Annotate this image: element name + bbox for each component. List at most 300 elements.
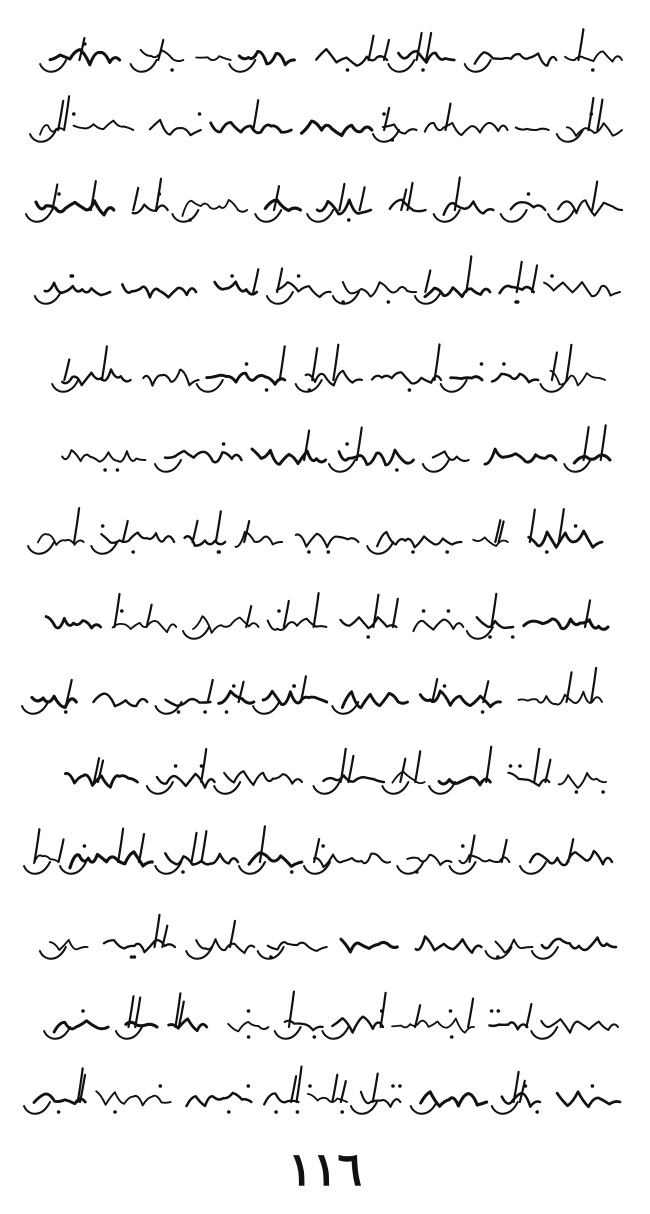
ink-stroke: [501, 210, 527, 222]
ink-stroke: [96, 1091, 170, 1105]
ink-dot: [601, 790, 605, 794]
ink-stroke: [373, 130, 399, 142]
ink-stroke: [466, 256, 471, 292]
ink-stroke: [524, 619, 608, 629]
ink-dot: [449, 1009, 453, 1013]
ink-dot: [217, 550, 221, 554]
manuscript-line: [44, 992, 618, 1039]
ink-stroke: [397, 862, 423, 874]
ink-stroke: [277, 282, 331, 297]
ink-dot: [170, 68, 174, 72]
ink-dot: [445, 550, 449, 554]
ink-stroke: [341, 1081, 346, 1102]
ink-stroke: [166, 699, 211, 706]
ink-stroke: [392, 1019, 474, 1033]
ink-dot: [380, 1009, 384, 1013]
ink-stroke: [28, 542, 54, 554]
ink-stroke: [133, 205, 168, 214]
ink-stroke: [40, 947, 66, 959]
ink-stroke: [155, 915, 160, 947]
ink-stroke: [519, 692, 603, 705]
ink-stroke: [253, 702, 279, 714]
ink-stroke: [382, 782, 408, 794]
ink-stroke: [377, 532, 461, 547]
ink-stroke: [542, 938, 616, 950]
ink-stroke: [46, 617, 101, 628]
ink-stroke: [201, 831, 206, 862]
ink-stroke: [333, 292, 359, 304]
ink-dot: [347, 218, 351, 222]
ink-dot: [230, 274, 234, 278]
ink-stroke: [317, 200, 371, 214]
ink-dot: [391, 1084, 395, 1088]
ink-stroke: [187, 1093, 252, 1106]
page-number: ١١٦: [287, 1142, 363, 1196]
ink-dot: [382, 112, 386, 116]
ink-stroke: [407, 855, 451, 865]
ink-stroke: [425, 288, 490, 297]
ink-stroke: [511, 202, 546, 210]
ink-stroke: [468, 999, 473, 1027]
ink-stroke: [578, 29, 583, 60]
ink-stroke: [545, 760, 550, 782]
ink-stroke: [183, 627, 209, 639]
ink-dot: [103, 468, 107, 472]
ink-stroke: [541, 380, 567, 392]
ink-stroke: [444, 202, 494, 215]
ink-stroke: [314, 854, 390, 868]
ink-stroke: [434, 210, 460, 222]
ink-stroke: [529, 531, 602, 547]
ink-dot: [411, 550, 415, 554]
ink-dot: [247, 1009, 251, 1013]
ink-stroke: [544, 282, 620, 296]
ink-stroke: [65, 773, 137, 787]
ink-dot: [81, 1009, 85, 1013]
ink-stroke: [40, 125, 64, 135]
ink-dot: [225, 710, 229, 714]
ink-dot: [120, 609, 124, 613]
ink-dot: [57, 1110, 61, 1114]
ink-stroke: [296, 534, 359, 547]
ink-stroke: [123, 521, 128, 542]
manuscript-line: [40, 915, 616, 959]
ink-dot: [408, 388, 412, 392]
ink-stroke: [143, 370, 198, 386]
ink-stroke: [131, 60, 157, 72]
ink-stroke: [314, 782, 340, 794]
ink-stroke: [388, 60, 414, 72]
ink-dot: [535, 1110, 539, 1114]
ink-stroke: [342, 692, 407, 708]
ink-stroke: [135, 998, 140, 1027]
ink-stroke: [267, 292, 293, 304]
manuscript-line: [24, 1067, 620, 1114]
ink-dot: [574, 524, 578, 528]
ink-stroke: [113, 621, 177, 632]
ink-stroke: [54, 1021, 108, 1032]
ink-stroke: [291, 1076, 296, 1102]
ink-stroke: [32, 696, 76, 707]
ink-stroke: [516, 128, 549, 131]
ink-stroke: [255, 210, 281, 222]
ink-dot: [274, 1110, 278, 1114]
ink-dot: [269, 955, 273, 959]
ink-dot: [297, 274, 301, 278]
ink-stroke: [421, 1092, 487, 1106]
ink-dot: [174, 764, 178, 768]
ink-stroke: [40, 60, 66, 72]
ink-stroke: [361, 1092, 400, 1107]
ink-stroke: [141, 50, 184, 61]
ink-stroke: [568, 839, 573, 862]
ink-stroke: [465, 60, 491, 72]
ink-stroke: [384, 40, 389, 60]
ink-dot: [245, 362, 249, 366]
manuscript-line: [22, 668, 602, 714]
ink-stroke: [477, 617, 513, 628]
ink-stroke: [551, 371, 606, 386]
ink-stroke: [155, 460, 181, 472]
ink-stroke: [275, 1027, 301, 1039]
ink-stroke: [36, 201, 114, 215]
ink-stroke: [372, 372, 441, 383]
manuscript-line: [52, 345, 605, 392]
ink-stroke: [133, 188, 138, 210]
ink-stroke: [470, 836, 475, 862]
ink-stroke: [253, 269, 258, 292]
ink-stroke: [139, 834, 144, 862]
ink-stroke: [383, 125, 416, 134]
ink-stroke: [196, 939, 254, 953]
ink-stroke: [548, 210, 574, 222]
ink-stroke: [280, 346, 285, 380]
ink-dot: [490, 1009, 494, 1013]
manuscript-line: [40, 29, 622, 72]
ink-stroke: [197, 380, 223, 392]
ink-dot: [395, 468, 399, 472]
ink-stroke: [252, 449, 326, 464]
ink-stroke: [249, 853, 302, 866]
ink-stroke: [236, 532, 282, 547]
ink-stroke: [526, 1004, 531, 1027]
ink-stroke: [219, 691, 254, 703]
ink-dot: [313, 1035, 317, 1039]
ink-stroke: [62, 370, 130, 386]
ink-dot: [158, 192, 162, 196]
ink-stroke: [157, 774, 215, 788]
ink-dot: [575, 790, 579, 794]
ink-stroke: [59, 840, 64, 863]
ink-dot: [232, 684, 236, 688]
ink-dot: [591, 1084, 595, 1088]
ink-stroke: [341, 617, 397, 628]
ink-stroke: [416, 937, 482, 953]
ink-dot: [421, 68, 425, 72]
ink-stroke: [207, 373, 285, 384]
ink-dot: [480, 362, 484, 366]
ink-dot: [496, 955, 500, 959]
ink-stroke: [224, 771, 302, 785]
ink-dot: [200, 764, 204, 768]
ink-stroke: [193, 521, 198, 542]
ink-dot: [227, 1110, 231, 1114]
ink-stroke: [50, 940, 88, 950]
ink-stroke: [324, 775, 384, 782]
ink-dot: [296, 1110, 300, 1114]
ink-dot: [497, 1009, 501, 1013]
ink-stroke: [253, 100, 258, 130]
ink-stroke: [229, 60, 255, 72]
ink-dot: [443, 684, 447, 688]
ink-stroke: [483, 681, 488, 702]
ink-stroke: [592, 182, 597, 210]
ink-stroke: [415, 751, 420, 782]
ink-stroke: [441, 380, 467, 392]
ink-stroke: [214, 782, 240, 794]
ink-stroke: [486, 747, 491, 782]
ink-dot: [415, 870, 419, 874]
ink-stroke: [534, 749, 539, 782]
manuscript-line: [30, 96, 622, 141]
ink-dot: [247, 1035, 251, 1039]
ink-dot: [307, 550, 311, 554]
manuscript-line: [24, 826, 612, 874]
ink-dot: [481, 710, 485, 714]
ink-stroke: [332, 1017, 383, 1033]
ink-stroke: [492, 1102, 518, 1114]
ink-stroke: [185, 536, 226, 545]
ink-stroke: [574, 455, 610, 463]
ink-dot: [387, 300, 391, 304]
ink-dot: [391, 138, 395, 142]
ink-stroke: [530, 510, 535, 542]
ink-stroke: [165, 451, 242, 462]
ink-stroke: [565, 51, 622, 61]
ink-stroke: [208, 680, 213, 702]
ink-dot: [518, 764, 522, 768]
ink-stroke: [369, 36, 374, 60]
ink-stroke: [520, 862, 546, 874]
ink-stroke: [26, 210, 52, 222]
ink-stroke: [35, 292, 61, 304]
ink-stroke: [351, 1102, 377, 1114]
ink-dot: [308, 388, 312, 392]
ink-stroke: [34, 855, 59, 863]
ink-stroke: [169, 1019, 207, 1031]
ink-stroke: [150, 120, 201, 135]
ink-stroke: [557, 1092, 620, 1107]
ink-stroke: [433, 451, 469, 461]
ink-stroke: [329, 460, 355, 472]
manuscript-line: [46, 593, 608, 639]
ink-stroke: [489, 1022, 527, 1029]
ink-dot: [422, 609, 426, 613]
ink-dot: [292, 684, 296, 688]
ink-stroke: [520, 1081, 525, 1102]
ink-stroke: [541, 1019, 618, 1033]
ink-stroke: [24, 862, 50, 874]
ink-dot: [450, 1035, 454, 1039]
ink-stroke: [373, 1074, 378, 1102]
ink-dot: [177, 710, 181, 714]
ink-stroke: [192, 833, 197, 862]
ink-stroke: [425, 123, 508, 135]
ink-stroke: [260, 826, 265, 862]
ink-stroke: [50, 50, 120, 65]
ink-stroke: [343, 282, 416, 297]
manuscript-line: [26, 178, 622, 222]
ink-dot: [321, 844, 325, 848]
ink-dot: [398, 1084, 402, 1088]
ink-dot: [345, 442, 349, 446]
ink-dot: [71, 274, 75, 278]
manuscript-line: [62, 425, 610, 472]
ink-stroke: [115, 594, 120, 627]
ink-stroke: [425, 271, 430, 293]
ink-stroke: [216, 511, 221, 542]
ink-stroke: [314, 593, 319, 627]
ink-dot: [550, 274, 554, 278]
ink-stroke: [228, 1022, 268, 1032]
ink-stroke: [411, 1102, 437, 1114]
ink-dot: [511, 635, 515, 639]
ink-stroke: [413, 619, 463, 631]
ink-dot: [101, 524, 105, 528]
ink-dot: [198, 112, 202, 116]
ink-stroke: [116, 1027, 142, 1039]
ink-stroke: [182, 200, 247, 216]
ink-stroke: [473, 537, 508, 546]
ink-dot: [591, 68, 595, 72]
ink-stroke: [274, 186, 279, 210]
ink-stroke: [24, 1102, 50, 1114]
ink-stroke: [22, 702, 48, 714]
ink-stroke: [268, 942, 327, 951]
ink-stroke: [566, 345, 571, 380]
ink-stroke: [423, 460, 449, 472]
ink-stroke: [408, 183, 413, 210]
ink-dot: [447, 609, 451, 613]
ink-stroke: [439, 777, 490, 785]
ink-stroke: [118, 829, 123, 862]
ink-stroke: [297, 1067, 302, 1102]
ink-stroke: [268, 619, 327, 630]
ink-dot: [346, 68, 350, 72]
ink-dot: [72, 112, 76, 116]
ink-dot: [366, 635, 370, 639]
ink-stroke: [558, 200, 622, 215]
ink-stroke: [38, 534, 84, 545]
ink-dot: [203, 710, 207, 714]
ink-stroke: [341, 939, 397, 952]
ink-dot: [83, 42, 87, 46]
ink-stroke: [339, 450, 414, 465]
ink-stroke: [62, 450, 145, 462]
ink-stroke: [58, 101, 63, 130]
ink-stroke: [265, 200, 300, 211]
ink-stroke: [508, 773, 549, 786]
ink-dot: [113, 1110, 117, 1114]
ink-stroke: [532, 266, 537, 293]
ink-stroke: [211, 122, 292, 132]
ink-stroke: [302, 121, 372, 135]
ink-stroke: [485, 449, 556, 464]
ink-stroke: [316, 49, 387, 65]
ink-dot: [514, 300, 518, 304]
ink-stroke: [215, 282, 257, 294]
ink-stroke: [348, 756, 353, 782]
ink-stroke: [122, 284, 196, 297]
ink-stroke: [147, 782, 173, 794]
ink-dot: [527, 192, 531, 196]
ink-dot: [341, 300, 345, 304]
ink-dot: [64, 710, 68, 714]
ink-stroke: [492, 374, 538, 382]
ink-stroke: [172, 210, 198, 222]
ink-dot: [130, 955, 134, 959]
ink-dot: [57, 192, 61, 196]
ink-stroke: [567, 123, 622, 136]
ink-stroke: [312, 348, 317, 380]
manuscript-line: [65, 747, 606, 794]
ink-stroke: [400, 759, 405, 782]
ink-stroke: [263, 691, 327, 704]
ink-dot: [277, 609, 281, 613]
ink-dot: [131, 550, 135, 554]
ink-stroke: [496, 940, 533, 953]
ink-stroke: [74, 121, 134, 130]
ink-dot: [509, 764, 513, 768]
ink-dot: [524, 1084, 528, 1088]
ink-dot: [590, 112, 594, 116]
ink-dot: [327, 550, 331, 554]
ink-stroke: [239, 52, 294, 65]
manuscript-line: [35, 256, 620, 303]
ink-stroke: [360, 187, 365, 210]
ink-stroke: [531, 1027, 557, 1039]
ink-stroke: [101, 533, 174, 543]
ink-dot: [340, 1110, 344, 1114]
ink-stroke: [367, 542, 393, 554]
ink-stroke: [196, 56, 231, 60]
ink-stroke: [584, 427, 589, 460]
ink-stroke: [339, 184, 344, 210]
ink-stroke: [239, 862, 265, 874]
ink-stroke: [45, 283, 110, 295]
ink-stroke: [64, 96, 69, 130]
ink-dot: [116, 468, 120, 472]
ink-dot: [488, 635, 492, 639]
ink-stroke: [102, 346, 107, 380]
ink-stroke: [74, 508, 79, 542]
ink-stroke: [475, 52, 557, 65]
ink-dot: [290, 870, 294, 874]
ink-dot: [461, 844, 465, 848]
ink-stroke: [64, 360, 69, 381]
ink-dot: [181, 870, 185, 874]
ink-dot: [502, 362, 506, 366]
ink-dot: [159, 1084, 163, 1088]
ink-dot: [222, 442, 226, 446]
ink-dot: [247, 1084, 251, 1088]
ink-dot: [545, 550, 549, 554]
ink-stroke: [559, 773, 606, 788]
ink-dot: [83, 844, 87, 848]
ink-stroke: [393, 599, 398, 627]
ink-stroke: [322, 1027, 348, 1039]
ink-stroke: [435, 345, 440, 381]
